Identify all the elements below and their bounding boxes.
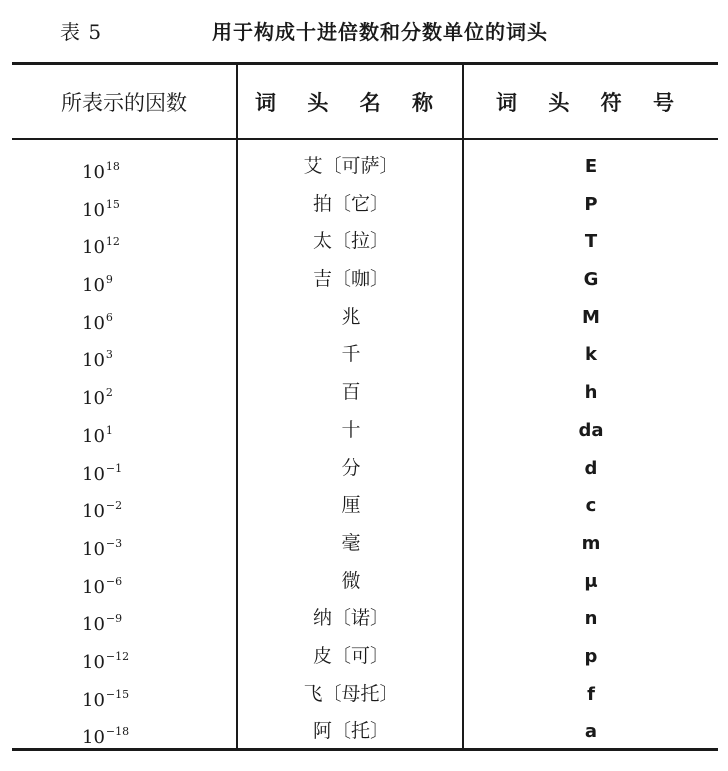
- factor-exponent: −15: [105, 687, 130, 701]
- table-row: [12, 186, 718, 224]
- table-row: [12, 487, 718, 525]
- factor-exponent: 2: [105, 386, 113, 400]
- table-row: [12, 299, 718, 337]
- prefix-name-cell: 纳〔诺〕: [312, 607, 389, 630]
- table-row: [12, 600, 718, 638]
- factor-cell: [82, 261, 232, 299]
- factor-base: 10: [82, 651, 105, 673]
- factor-exponent: −1: [105, 461, 123, 475]
- prefix-name-cell: 艾〔可萨〕: [303, 155, 399, 177]
- prefix-symbol-cell: n: [584, 608, 598, 630]
- factor-cell: [82, 374, 232, 412]
- prefix-name-cell: 吉〔咖〕: [312, 268, 389, 291]
- prefix-name-cell: 毫: [341, 531, 361, 554]
- prefix-symbol-cell: M: [582, 306, 600, 328]
- factor-base: 10: [82, 199, 105, 221]
- prefix-symbol-cell: d: [584, 457, 598, 479]
- prefix-symbol-cell: E: [584, 156, 598, 177]
- factor-base: 10: [82, 350, 105, 372]
- table-title: 用于构成十进倍数和分数单位的词头: [212, 20, 548, 44]
- prefix-name-cell: 厘: [341, 494, 361, 517]
- factor-cell: [82, 525, 232, 563]
- factor-cell: [82, 487, 232, 525]
- header-rule: [12, 138, 718, 140]
- factor-exponent: 9: [105, 273, 113, 287]
- factor-base: 10: [82, 614, 105, 636]
- prefix-name-cell: 拍〔它〕: [312, 192, 389, 215]
- table-row: [12, 336, 718, 374]
- prefix-symbol-cell: f: [587, 683, 595, 705]
- factor-exponent: −18: [105, 725, 130, 739]
- factor-base: 10: [82, 689, 105, 711]
- factor-base: 10: [82, 538, 105, 560]
- prefix-name-cell: 百: [341, 381, 361, 404]
- factor-base: 10: [82, 312, 105, 334]
- factor-cell: [82, 713, 232, 751]
- table-body: [12, 148, 718, 751]
- factor-base: 10: [82, 388, 105, 410]
- factor-cell: [82, 223, 232, 261]
- factor-cell: [82, 450, 232, 488]
- factor-base: 10: [82, 501, 105, 523]
- prefix-symbol-cell: G: [583, 269, 599, 291]
- factor-base: 10: [82, 576, 105, 598]
- factor-cell: [82, 412, 232, 450]
- table-row: [12, 148, 718, 186]
- factor-exponent: −12: [105, 649, 130, 663]
- table-row: [12, 563, 718, 601]
- factor-exponent: 15: [105, 197, 120, 211]
- factor-cell: [82, 148, 232, 186]
- factor-cell: [82, 186, 232, 224]
- prefix-symbol-cell: μ: [584, 570, 598, 592]
- factor-exponent: 1: [105, 423, 113, 437]
- factor-exponent: −3: [105, 536, 123, 550]
- prefix-name-cell: 十: [341, 418, 361, 441]
- factor-exponent: −2: [105, 499, 123, 513]
- table-row: [12, 676, 718, 714]
- factor-cell: [82, 638, 232, 676]
- prefix-symbol-cell: da: [578, 419, 604, 441]
- table-number: 表 5: [60, 20, 103, 44]
- factor-cell: [82, 299, 232, 337]
- table-row: [12, 412, 718, 450]
- factor-base: 10: [82, 275, 105, 297]
- factor-exponent: 18: [105, 160, 120, 173]
- prefix-symbol-cell: m: [581, 532, 601, 554]
- prefix-symbol-cell: h: [584, 382, 598, 404]
- table-caption: [0, 14, 728, 44]
- prefix-symbol-cell: P: [584, 193, 598, 215]
- factor-exponent: 12: [105, 235, 120, 249]
- table-row: [12, 223, 718, 261]
- prefix-symbol-cell: k: [585, 344, 597, 366]
- factor-exponent: −6: [105, 574, 123, 588]
- prefix-name-cell: 太〔拉〕: [312, 230, 389, 253]
- factor-cell: [82, 600, 232, 638]
- table-row: [12, 713, 718, 751]
- table-row: [12, 450, 718, 488]
- prefix-symbol-cell: c: [585, 495, 597, 517]
- factor-cell: [82, 336, 232, 374]
- factor-cell: [82, 563, 232, 601]
- prefix-name-cell: 皮〔可〕: [312, 644, 389, 667]
- table-row: [12, 525, 718, 563]
- table-row: [12, 261, 718, 299]
- prefix-name-cell: 阿〔托〕: [312, 720, 389, 743]
- prefix-symbol-cell: p: [584, 645, 598, 667]
- factor-base: 10: [82, 727, 105, 749]
- factor-exponent: 3: [105, 348, 113, 362]
- prefix-name-cell: 千: [341, 343, 361, 366]
- factor-exponent: 6: [105, 310, 113, 324]
- header-prefix-name: 词 头 名 称: [255, 89, 445, 115]
- prefix-name-cell: 微: [341, 569, 361, 592]
- factor-base: 10: [82, 237, 105, 259]
- header-prefix-symbol: 词 头 符 号: [496, 89, 686, 115]
- prefix-symbol-cell: T: [584, 231, 598, 253]
- factor-base: 10: [82, 463, 105, 485]
- factor-cell: [82, 676, 232, 714]
- prefix-symbol-cell: a: [584, 721, 598, 743]
- factor-base: 10: [82, 162, 105, 183]
- factor-exponent: −9: [105, 612, 123, 626]
- prefix-name-cell: 飞〔母托〕: [303, 682, 399, 705]
- factor-base: 10: [82, 425, 105, 447]
- table-row: [12, 638, 718, 676]
- prefix-name-cell: 分: [341, 456, 361, 479]
- header-factor: 所表示的因数: [61, 90, 187, 115]
- prefix-name-cell: 兆: [341, 305, 361, 328]
- table-row: [12, 374, 718, 412]
